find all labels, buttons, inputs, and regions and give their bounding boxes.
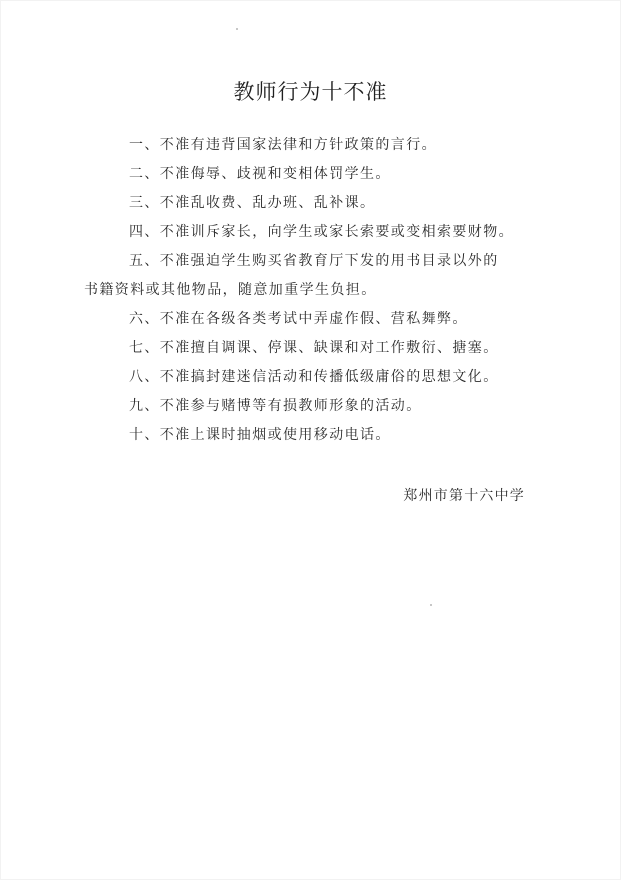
rule-line: 六、不准在各级各类考试中弄虚作假、营私舞弊。 — [129, 311, 468, 327]
rule-line: 一、不准有违背国家法律和方针政策的言行。 — [129, 137, 437, 153]
rule-line: 十、不准上课时抽烟或使用移动电话。 — [129, 427, 391, 443]
rule-item — [96, 189, 536, 218]
rules-list — [84, 131, 536, 450]
scan-speck — [236, 28, 238, 30]
rule-line: 八、不准搞封建迷信活动和传播低级庸俗的思想文化。 — [129, 369, 499, 385]
rule-item — [96, 131, 536, 160]
rule-line: 五、不准强迫学生购买省教育厅下发的用书目录以外的 — [129, 253, 499, 269]
rule-line: 九、不准参与赌博等有损教师形象的活动。 — [129, 398, 422, 414]
rule-line: 三、不准乱收费、乱办班、乱补课。 — [129, 195, 376, 211]
rule-item — [96, 160, 536, 189]
rule-item — [96, 363, 536, 392]
document-title: 教师行为十不准 — [233, 80, 388, 104]
rule-line: 七、不准擅自调课、停课、缺课和对工作敷衍、搪塞。 — [129, 340, 499, 356]
rule-line-continuation: 书籍资料或其他物品，随意加重学生负担。 — [84, 282, 377, 298]
rule-item — [84, 247, 536, 305]
rule-item — [96, 305, 536, 334]
issuer-signature: 郑州市第十六中学 — [403, 488, 525, 504]
rule-item — [96, 218, 536, 247]
rule-item — [96, 334, 536, 363]
rule-line: 二、不准侮辱、歧视和变相体罚学生。 — [129, 166, 391, 182]
scan-speck — [430, 604, 432, 606]
rule-line: 四、不准训斥家长，向学生或家长索要或变相索要财物。 — [129, 224, 514, 240]
rule-item — [96, 392, 536, 421]
rule-item — [96, 421, 536, 450]
